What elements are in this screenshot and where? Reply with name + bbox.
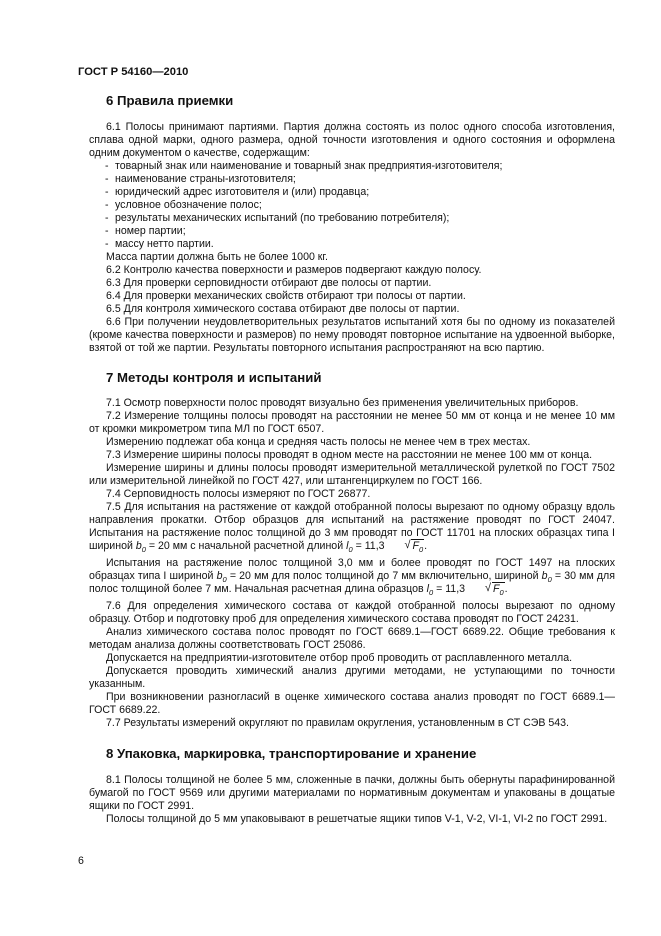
paragraph-formula: 7.5 Для испытания на растяжение от каждой отобранной полосы вырезают по одному образцу вдоль направления прокатки. Отбор образцов для испытаний на растяжение проводят по ГОСТ 24047. Испытания на растяжение полос толщиной до 3 мм проводят по ГОСТ 11701 на плоских образцах типа I шириной $b_0 = 20$ мм с начальной расчетной длиной $l_0 = 11,3$ √ $F_0$. [89, 501, 615, 555]
paragraph: 6.5 Для контроля химического состава отбирают две полосы от партии. [106, 303, 460, 315]
list-item: - номер партии; [105, 225, 186, 237]
paragraph: 7.3 Измерение ширины полосы проводят в одном месте на расстоянии не менее 100 мм от конца. [106, 449, 593, 461]
symbol-l0: $l_0$ [346, 540, 353, 555]
list-item: - товарный знак или наименование и товарный знак предприятия-изготовителя; [105, 160, 503, 172]
list-item: - наименование страны-изготовителя; [105, 173, 296, 185]
sqrt-f0: √ $F_0$ [404, 539, 424, 555]
symbol-b0: $b_0$ [216, 570, 227, 585]
symbol-b0: $b_0$ [541, 570, 552, 585]
list-item: - условное обозначение полос; [105, 199, 262, 211]
document-header: ГОСТ Р 54160—2010 [78, 66, 189, 78]
list-item: - массу нетто партии. [105, 238, 214, 250]
list-item: - результаты механических испытаний (по требованию потребителя); [105, 212, 450, 224]
paragraph: Измерению подлежат оба конца и средняя часть полосы не менее чем в трех местах. [106, 436, 531, 448]
section-8-heading: 8 Упаковка, маркировка, транспортирование и хранение [106, 746, 477, 761]
paragraph: При возникновении разногласий в оценке химического состава анализ проводят по ГОСТ 6689.1—ГОСТ 6689.22. [89, 691, 615, 716]
paragraph: 7.2 Измерение толщины полосы проводят на расстоянии не менее 50 мм от конца и не менее 10 мм от кромки микрометром типа МЛ по ГОСТ 6507. [89, 410, 615, 435]
symbol-l0: $l_0$ [426, 583, 434, 598]
paragraph: 7.7 Результаты измерений округляют по правилам округления, установленным в СТ СЭВ 543. [106, 717, 569, 729]
symbol-b0: $b_0$ [135, 540, 146, 555]
paragraph: 6.2 Контролю качества поверхности и размеров подвергают каждую полосу. [106, 264, 482, 276]
paragraph: Измерение ширины и длины полосы проводят измерительной металлической рулеткой по ГОСТ 7502 или измерительной линейкой по ГОСТ 427, или штангенциркулем по ГОСТ 166. [89, 462, 615, 487]
paragraph: 6.6 При получении неудовлетворительных результатов испытаний хотя бы по одному из показателей (кроме качества поверхности и размеров) по нему проводят повторное испытание на удвоенной выборке, взятой от той же партии. Результаты повторного испытания распространяют на всю партию. [89, 316, 615, 354]
section-6-heading: 6 Правила приемки [106, 93, 234, 108]
paragraph: 7.6 Для определения химического состава от каждой отобранной полосы вырезают по одному образцу. Отбор и подготовку проб для определения химического состава проводят по ГОСТ 24231. [89, 600, 615, 625]
paragraph: Допускается проводить химический анализ другими методами, не уступающими по точности указанным. [89, 665, 615, 690]
paragraph: 6.4 Для проверки механических свойств отбирают три полосы от партии. [106, 290, 466, 302]
section-7-heading: 7 Методы контроля и испытаний [106, 370, 322, 385]
paragraph: Анализ химического состава полос проводят по ГОСТ 6689.1—ГОСТ 6689.22. Общие требования к методам анализа должны соответствовать ГОСТ 25086. [89, 626, 615, 651]
sqrt-f0: √ $F_0$ [484, 582, 504, 598]
list-item: - юридический адрес изготовителя и (или) продавца; [105, 186, 370, 198]
paragraph: Допускается на предприятии-изготовителе отбор проб проводить от расплавленного металла. [106, 652, 573, 664]
document-body [89, 93, 615, 826]
paragraph: 7.4 Серповидность полосы измеряют по ГОСТ 26877. [106, 488, 371, 500]
page-number: 6 [78, 855, 84, 867]
paragraph-formula: Испытания на растяжение полос толщиной 3,0 мм и более проводят по ГОСТ 1497 на плоских образцах типа I шириной $b_0 = 20$ мм для полос толщиной до 7 мм включительно, шириной $b_0 = 30$ мм для полос толщиной более 7 мм. Начальная расчетная длина образцов $l_0 = 11,3$ √ $F_0$. [89, 557, 615, 598]
paragraph: 8.1 Полосы толщиной не более 5 мм, сложенные в пачки, должны быть обернуты парафинированной бумагой по ГОСТ 9569 или другими материалами по нормативным документам и упакованы в дощатые ящики по ГОСТ 2991. [89, 774, 615, 812]
paragraph: 7.1 Осмотр поверхности полос проводят визуально без применения увеличительных приборов. [106, 397, 579, 409]
paragraph: Масса партии должна быть не более 1000 кг. [106, 251, 328, 263]
paragraph: Полосы толщиной до 5 мм упаковывают в решетчатые ящики типов V-1, V-2, VI-1, VI-2 по ГОСТ 2991. [106, 813, 608, 825]
document-contents-list [89, 160, 615, 251]
paragraph: 6.1 Полосы принимают партиями. Партия должна состоять из полос одного способа изготовления, сплава одной марки, одного размера, одной точности изготовления и одного состояния и оформлена одним документом о качестве, содержащим: [89, 121, 615, 159]
paragraph: 6.3 Для проверки серповидности отбирают две полосы от партии. [106, 277, 432, 289]
